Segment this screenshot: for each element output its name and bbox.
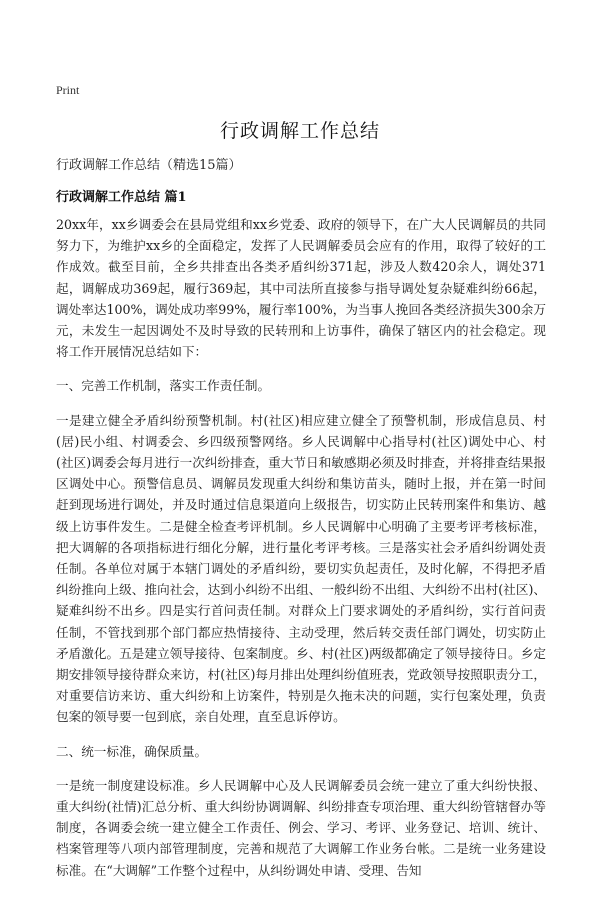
document-body <box>56 214 546 894</box>
body-paragraph-2: 一是统一制度建设标准。乡人民调解中心及人民调解委员会统一建立了重大纠纷快报、重大纠纷(社情)汇总分析、重大纠纷协调调解、纠纷排查专项治理、重大纠纷管辖督办等制度，各调委会统一建立健全工作责任、例会、学习、考评、业务登记、培训、统计、档案管理等八项内部管理制度，完善和规范了大调解工作业务台帐。二是统一业务建设标准。在“大调解”工作整个过程中，从纠纷调处申请、受理、告知 <box>56 777 546 878</box>
section-title: 行政调解工作总结 篇1 <box>56 190 187 205</box>
section-heading-2: 二、统一标准，确保质量。 <box>56 743 208 759</box>
document-title: 行政调解工作总结 <box>219 120 380 142</box>
print-label: Print <box>56 83 80 97</box>
body-paragraph-1: 一是建立健全矛盾纠纷预警机制。村(社区)相应建立健全了预警机制，形成信息员、村(居)民小组、村调委会、乡四级预警网络。乡人民调解中心指导村(社区)调处中心、村(社区)调委会每月进行一次纠纷排查，重大节日和敏感期必须及时排查，并将排查结果报区调处中心。预警信息员、调解员发现重大纠纷和集访苗头，随时上报，并在第一时间赶到现场进行调处，并及时通过信息渠道向上级报告，切实防止民转刑案件和集访、越级上访事件发生。二是健全检查考评机制。乡人民调解中心明确了主要考评考核标准，把大调解的各项指标进行细化分解，进行量化考评考核。三是落实社会矛盾纠纷调处责任制。各单位对属于本辖门调处的矛盾纠纷，要切实负起责任，及时化解，不得把矛盾纠纷推向上级、推向社会，达到小纠纷不出组、一般纠纷不出组、大纠纷不出村(社区)、疑难纠纷不出乡。四是实行首问责任制。对群众上门要求调处的矛盾纠纷，实行首问责任制，不管找到那个部门都应热情接待、主动受理，然后转交责任部门调处，切实防止矛盾激化。五是建立领导接待、包案制度。乡、村(社区)两级都确定了领导接待日。乡定期安排领导接待群众来访，村(社区)每月排出处理纠纷值班表，党政领导按照职责分工，对重要信访来访、重大纠纷和上访案件，特别是久拖未决的问题，实行包案处理，负责包案的领导要一包到底，亲自处理，直至息诉停访。 <box>56 412 546 725</box>
intro-paragraph: 20xx年，xx乡调委会在县局党组和xx乡党委、政府的领导下，在广大人民调解员的共同努力下，为维护xx乡的全面稳定，发挥了人民调解委员会应有的作用，取得了较好的工作成效。截至目前，全乡共排查出各类矛盾纠纷371起，涉及人数420余人，调处371起，调解成功369起，履行369起，其中司法所直接参与指导调处复杂疑难纠纷66起，调处率达100%，调处成功率99%，履行率100%，为当事人挽回各类经济损失300余万元，未发生一起因调处不及时导致的民转刑和上访事件，确保了辖区内的社会稳定。现将工作开展情况总结如下： <box>56 217 546 360</box>
document-subtitle: 行政调解工作总结（精选15篇） <box>56 158 242 173</box>
section-heading-1: 一、完善工作机制，落实工作责任制。 <box>56 378 271 394</box>
